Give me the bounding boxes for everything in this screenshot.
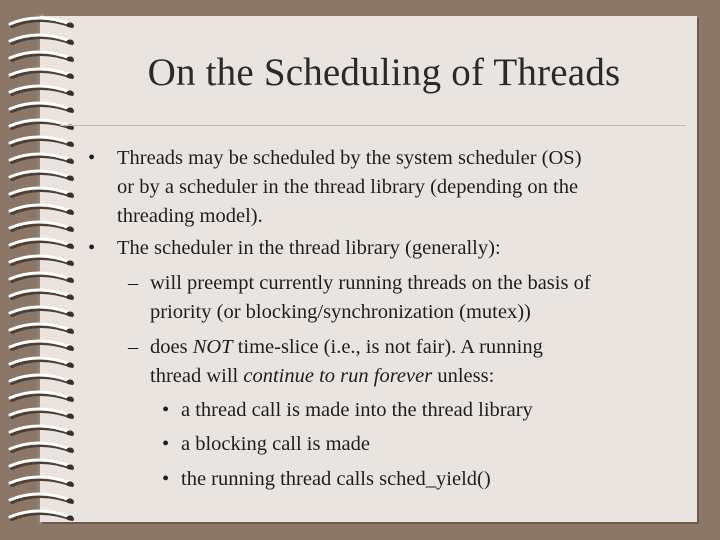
bullet-2-line-1: The scheduler in the thread library (generally):	[117, 237, 501, 259]
sub-sub-bullet-marker: •	[162, 399, 170, 421]
bullet-marker: •	[88, 147, 96, 169]
sub-bullet-2-line-2: thread will continue to run forever unless:	[150, 365, 495, 387]
slide-title: On the Scheduling of Threads	[147, 51, 621, 94]
bullet-marker: •	[88, 237, 96, 259]
sub-bullet-2-line-1: does NOT time-slice (i.e., is not fair). A running	[150, 336, 543, 358]
emphasis-continue: continue to run forever	[243, 365, 433, 387]
sub-bullet-1-line-1: will preempt currently running threads on the basis of	[150, 272, 591, 294]
sub-sub-bullet-1: a thread call is made into the thread library	[181, 399, 533, 421]
emphasis-not: NOT	[192, 336, 233, 358]
sub-sub-bullet-3: the running thread calls sched_yield()	[181, 468, 491, 490]
sub-sub-bullet-2: a blocking call is made	[181, 433, 370, 455]
bullet-1-line-2: or by a scheduler in the thread library (depending on the	[117, 176, 579, 198]
bullet-1-line-1: Threads may be scheduled by the system scheduler (OS)	[117, 147, 582, 169]
bullet-1-line-3: threading model).	[117, 205, 263, 227]
sub-sub-bullet-marker: •	[162, 433, 170, 455]
sub-bullet-1-line-2: priority (or blocking/synchronization (mutex))	[150, 301, 531, 323]
sub-bullet-marker: –	[128, 336, 139, 358]
sub-bullet-marker: –	[128, 272, 139, 294]
sub-sub-bullet-marker: •	[162, 468, 170, 490]
